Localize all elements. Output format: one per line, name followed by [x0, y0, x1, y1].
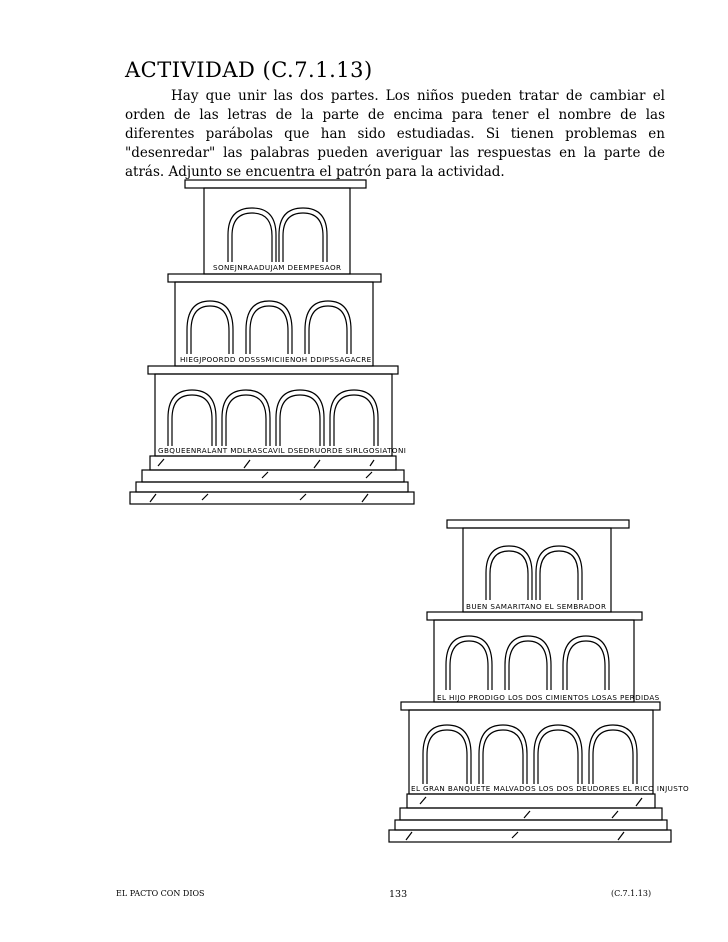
activity-title: ACTIVIDAD (C.7.1.13) — [125, 58, 373, 82]
scrambled-label-tier3: GBQUEENRALANT MDLRASCAVIL DSEDRUORDE SIRLGOSIATONI — [158, 446, 407, 455]
footer-book-title: EL PACTO CON DIOS — [116, 889, 205, 898]
answer-label-tier1: BUEN SAMARITANO EL SEMBRADOR — [466, 602, 607, 611]
footer-section-code: (C.7.1.13) — [611, 889, 652, 898]
answer-label-tier2: EL HIJO PRODIGO LOS DOS CIMIENTOS LOSAS PERDIDAS — [437, 693, 660, 702]
activity-instructions: Hay que unir las dos partes. Los niños pueden tratar de cambiar el orden de las letras de la parte de encima para tener el nombre de las diferentes parábolas que han sido estudiadas. Si tienen problemas en "desenredar" las palabras pueden averiguar las respuestas en la parte de atrás. Adjunto se encuentra el patrón para la actividad. — [125, 88, 665, 180]
scrambled-label-tier1: SONEJNRAADUJAM DEEMPESAOR — [213, 263, 342, 272]
scrambled-label-tier2: HIEGJPOORDD ODSSSMICIIENOH DDIPSSAGACRE — [180, 355, 372, 364]
answer-label-tier3: EL GRAN BANQUETE MALVADOS LOS DOS DEUDORES EL RICO INJUSTO — [411, 784, 690, 793]
footer-page-number: 133 — [389, 889, 408, 900]
